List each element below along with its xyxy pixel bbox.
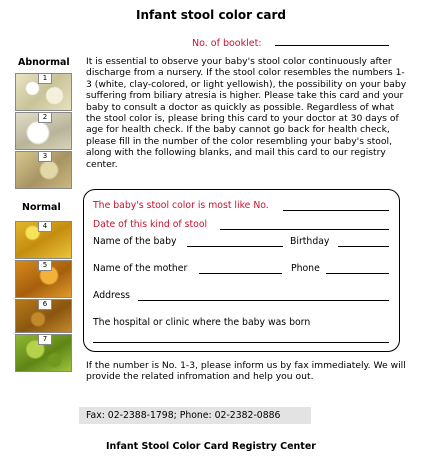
hospital-label: The hospital or clinic where the baby was born — [93, 317, 311, 328]
address-label: Address — [93, 290, 131, 301]
stool-swatch-3 — [15, 151, 72, 189]
contact-info: Fax: 02-2388-1798; Phone: 02-2382-0886 — [79, 407, 311, 424]
mother-name-label: Name of the mother — [93, 263, 188, 274]
birthday-label: Birthday — [290, 236, 330, 247]
stool-swatch-4 — [15, 221, 72, 259]
registration-form — [83, 189, 400, 352]
phone-label: Phone — [291, 263, 320, 274]
abnormal-section-label: Abnormal — [18, 57, 70, 68]
stool-swatch-6 — [15, 299, 72, 333]
stool-swatch-5 — [15, 260, 72, 298]
stool-date-field[interactable] — [220, 229, 389, 230]
birthday-field[interactable] — [338, 246, 389, 247]
instructions-paragraph: It is essential to observe your baby's stool color continuously after discharge from a nursery. If the stool color resembles the numbers 1-3 (white, clay-colored, or light yellowish), the possibility on your baby suffering from biliary atresia is higher. Please take this card and your baby to consult a doctor as quickly as possible. Regardless of what the stool color is, please bring this card to your doctor at 30 days of age for health check. If the baby cannot go back for health check, please fill in the number of the color resembling your baby's stool, along with the following blanks, and mail this card to our registry center. — [86, 56, 407, 170]
stool-swatch-7 — [15, 334, 72, 372]
phone-field[interactable] — [326, 273, 389, 274]
card-title: Infant stool color card — [136, 8, 286, 22]
baby-name-label: Name of the baby — [93, 236, 177, 247]
hospital-field[interactable] — [93, 342, 389, 343]
swatch-number: 6 — [38, 300, 52, 310]
address-field[interactable] — [138, 300, 389, 301]
registry-center-footer: Infant Stool Color Card Registry Center — [106, 441, 316, 452]
stool-date-label: Date of this kind of stool — [93, 219, 208, 230]
booklet-number-field[interactable] — [275, 45, 389, 46]
swatch-number: 1 — [38, 74, 52, 84]
stool-color-number-field[interactable] — [283, 210, 389, 211]
swatch-number: 3 — [38, 152, 52, 162]
stool-color-number-label: The baby's stool color is most like No. — [93, 200, 269, 211]
normal-section-label: Normal — [22, 202, 61, 213]
fax-notice: If the number is No. 1-3, please inform us by fax immediately. We will provide the related infromation and help you out. — [86, 360, 406, 383]
stool-swatch-2 — [15, 112, 72, 150]
swatch-number: 2 — [38, 113, 52, 123]
swatch-number: 5 — [38, 261, 52, 271]
booklet-number-label: No. of booklet: — [192, 38, 262, 49]
swatch-number: 7 — [38, 335, 52, 345]
mother-name-field[interactable] — [199, 273, 282, 274]
stool-swatch-1 — [15, 73, 72, 111]
baby-name-field[interactable] — [187, 246, 283, 247]
swatch-number: 4 — [38, 222, 52, 232]
